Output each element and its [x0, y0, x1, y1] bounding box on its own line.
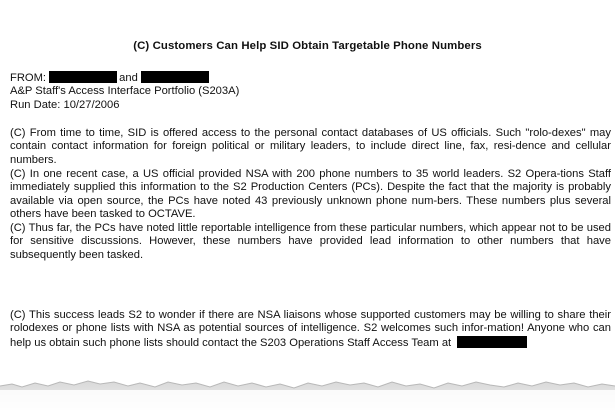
paragraph-4-text: (C) This success leads S2 to wonder if there are NSA liaisons whose supported customers may be willing to share their rolodexes or phone lists with NSA as potential sources of intelligence. S2 welcomes such infor-mation! Anyone who can help us obtain such phone lists should contact the S203 Operations Staff Access Team at	[10, 309, 611, 349]
office-line: A&P Staff's Access Interface Portfolio (S203A)	[10, 85, 240, 98]
redacted-sender-2	[141, 71, 209, 83]
redacted-contact	[457, 336, 527, 348]
from-line	[10, 71, 610, 85]
paragraph-1: (C) From time to time, SID is offered access to the personal contact databases of US officials. Such "rolo-dexes" may contain contact information for foreign political or military leaders, to include direct line, fax, resi-dence and cellular numbers.	[10, 127, 611, 166]
from-label: FROM:	[10, 72, 47, 84]
run-date: Run Date: 10/27/2006	[10, 98, 120, 111]
memo-header	[10, 71, 610, 112]
paragraph-2: (C) In one recent case, a US official provided NSA with 200 phone numbers to 35 world leaders. S2 Opera-tions Staff immediately supplied this information to the S2 Production Centers (PCs). Despite the fact that the majority is probably available via open source, the PCs have noted 43 previously unknown phone num-bers. These numbers plus several others have been tasked to OCTAVE.	[10, 168, 611, 221]
paragraph-4	[10, 309, 611, 350]
document-title: (C) Customers Can Help SID Obtain Targetable Phone Numbers	[133, 40, 482, 52]
paragraph-3: (C) Thus far, the PCs have noted little reportable intelligence from these particular numbers, which appear not to be used for sensitive discussions. However, these numbers have provided lead information to other numbers that have subsequently been tasked.	[10, 222, 611, 261]
from-and: and	[119, 72, 138, 84]
redacted-sender-1	[49, 71, 117, 83]
torn-paper-edge	[0, 370, 615, 410]
